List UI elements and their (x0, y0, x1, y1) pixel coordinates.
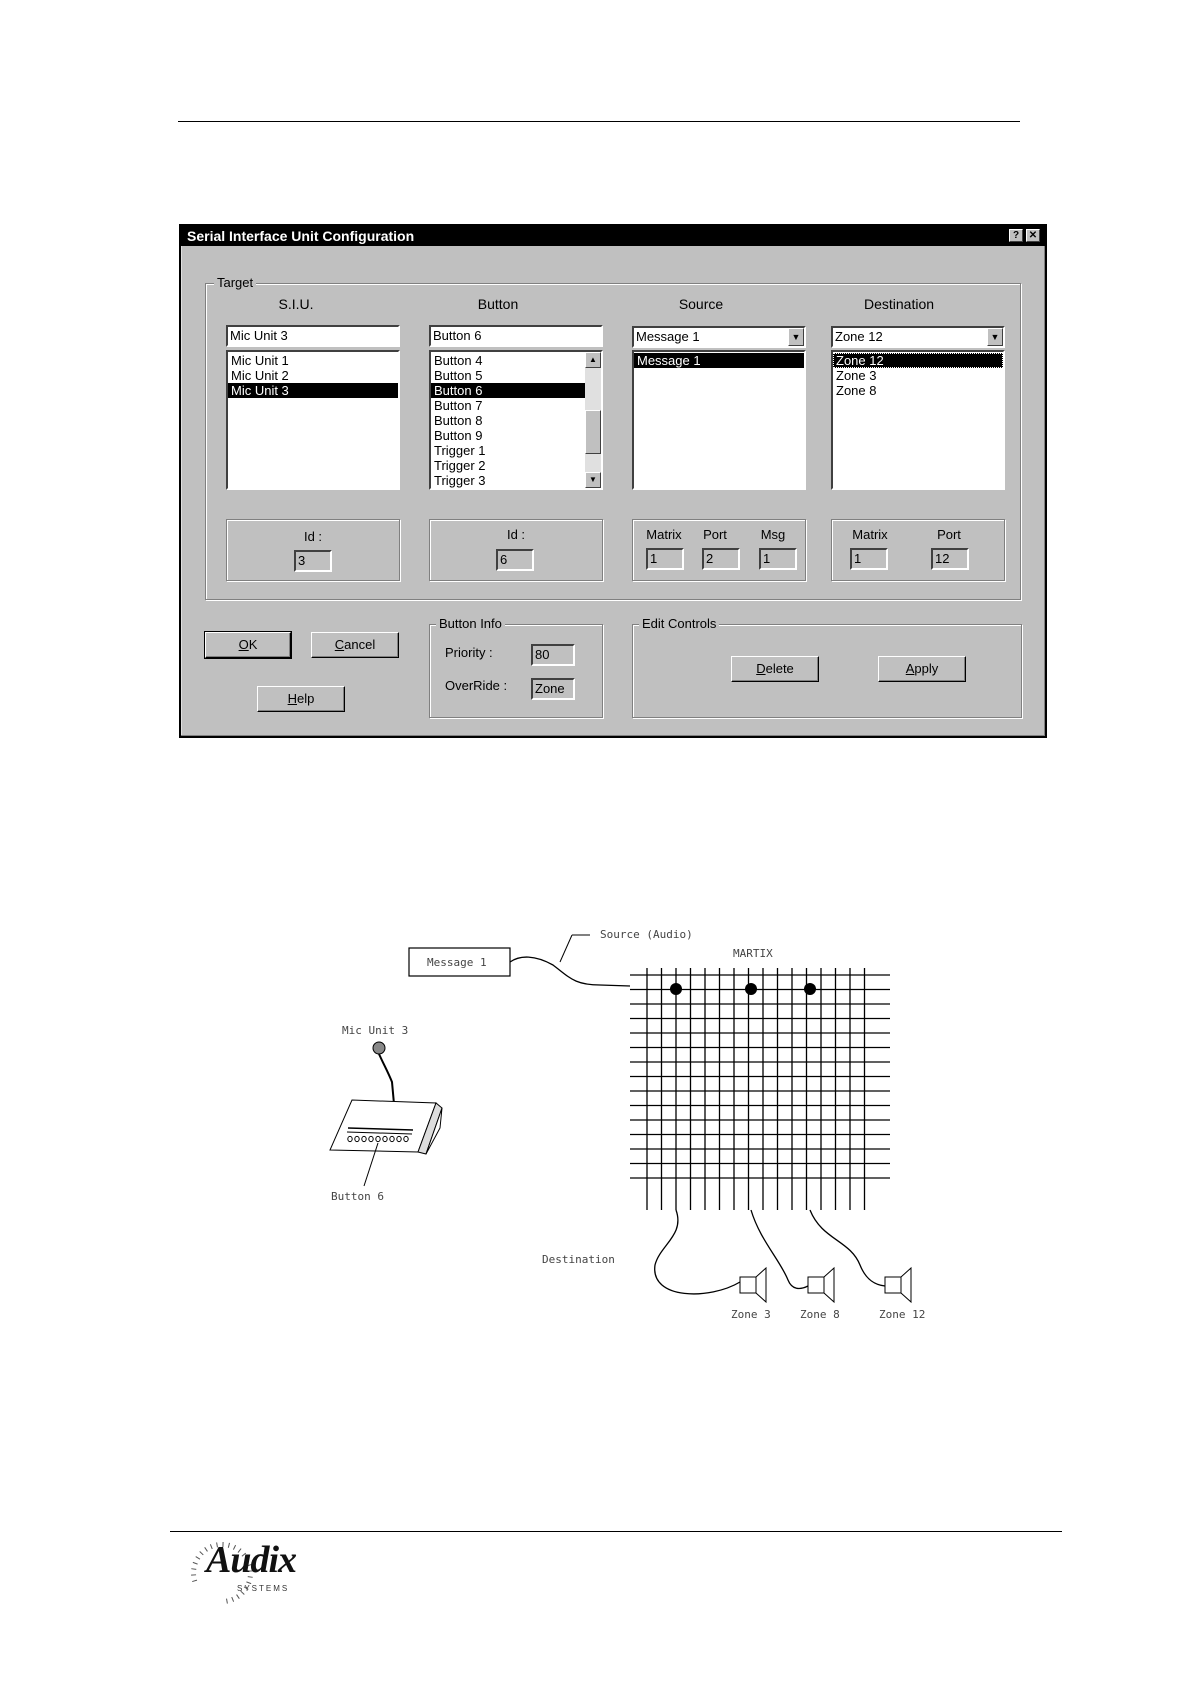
destination-heading: Destination (863, 296, 935, 312)
siu-input[interactable]: Mic Unit 3 (226, 325, 400, 347)
logo-ray (227, 1599, 228, 1604)
apply-button[interactable]: Apply (878, 656, 966, 682)
source-matrix-label: Matrix (646, 527, 682, 542)
logo-ray (192, 1580, 197, 1581)
button-list-item[interactable]: Button 5 (434, 368, 483, 383)
chevron-down-icon[interactable]: ▼ (788, 328, 804, 346)
button-id-field: 6 (496, 549, 534, 571)
zone-label: Zone 12 (879, 1308, 926, 1321)
siu-id-label: Id : (303, 529, 323, 544)
crosspoint-dot (745, 983, 757, 995)
logo-ray (232, 1597, 234, 1602)
destination-label: Destination (542, 1253, 615, 1266)
destination-matrix-field: 1 (850, 548, 888, 570)
zone-3-cable (655, 1210, 740, 1294)
source-cable (510, 957, 630, 986)
priority-label: Priority : (445, 645, 493, 660)
help-button[interactable]: Help (257, 686, 345, 712)
footer-rule (170, 1531, 1062, 1532)
siu-id-field: 3 (294, 550, 332, 572)
button-id-label: Id : (506, 527, 526, 542)
button-list-item[interactable]: Button 4 (434, 353, 483, 368)
console-key (383, 1136, 387, 1141)
logo-ray (191, 1569, 196, 1570)
button-list-item[interactable]: Trigger 2 (434, 458, 486, 473)
siu-list-item-selected[interactable]: Mic Unit 3 (228, 383, 398, 398)
destination-matrix-label: Matrix (852, 527, 888, 542)
microphone-console-icon (330, 1042, 442, 1154)
source-label: Source (Audio) (600, 928, 693, 941)
console-key (397, 1136, 401, 1141)
siu-list-item[interactable]: Mic Unit 1 (231, 353, 289, 368)
button-list-item-selected[interactable]: Button 6 (431, 383, 585, 398)
source-port-label: Port (703, 527, 727, 542)
logo-ray (200, 1551, 204, 1554)
button-info-label: Button Info (436, 616, 505, 632)
source-msg-label: Msg (760, 527, 786, 542)
close-icon[interactable]: ✕ (1026, 229, 1040, 242)
destination-list-item[interactable]: Zone 3 (836, 368, 877, 383)
matrix-grid (630, 968, 890, 1210)
source-heading: Source (678, 296, 724, 312)
source-port-field: 2 (702, 548, 740, 570)
button-list-item[interactable]: Trigger 3 (434, 473, 486, 488)
button-list-item[interactable]: Button 8 (434, 413, 483, 428)
help-question-icon[interactable]: ? (1009, 229, 1023, 242)
override-field: Zone (531, 678, 575, 700)
console-key (355, 1136, 359, 1141)
dialog-title: Serial Interface Unit Configuration (187, 228, 415, 244)
delete-button[interactable]: Delete (731, 656, 819, 682)
zone-label: Zone 8 (800, 1308, 840, 1321)
logo-ray (193, 1562, 198, 1564)
crosspoint-dot (670, 983, 682, 995)
siu-list-item[interactable]: Mic Unit 2 (231, 368, 289, 383)
source-msg-field: 1 (759, 548, 797, 570)
destination-port-field: 12 (931, 548, 969, 570)
siu-heading: S.I.U. (278, 296, 314, 312)
target-group-label: Target (214, 275, 256, 291)
chevron-down-icon[interactable]: ▼ (987, 328, 1003, 346)
button-input[interactable]: Button 6 (429, 325, 603, 347)
message-box-label: Message 1 (427, 956, 487, 969)
priority-field: 80 (531, 644, 575, 666)
console-key (362, 1136, 366, 1141)
destination-list-item-selected[interactable]: Zone 12 (833, 353, 1003, 368)
speaker-icon (740, 1268, 766, 1302)
source-combo-value: Message 1 (636, 329, 700, 344)
button-list-item[interactable]: Button 9 (434, 428, 483, 443)
zone-12-cable (810, 1210, 885, 1286)
logo-subtitle: SYSTEMS (237, 1584, 290, 1593)
console-key (348, 1136, 352, 1141)
zone-label: Zone 3 (731, 1308, 771, 1321)
logo-wordmark: Audix (206, 1539, 297, 1581)
speaker-icon (808, 1268, 834, 1302)
mic-unit-label: Mic Unit 3 (342, 1024, 409, 1037)
scroll-down-icon[interactable]: ▼ (585, 472, 601, 488)
crosspoint-dot (804, 983, 816, 995)
destination-list-item[interactable]: Zone 8 (836, 383, 877, 398)
source-leader (560, 935, 572, 962)
console-key (404, 1136, 408, 1141)
override-label: OverRide : (445, 678, 508, 693)
speaker-icon (885, 1268, 911, 1302)
console-key (390, 1136, 394, 1141)
button-list-item[interactable]: Trigger 1 (434, 443, 486, 458)
scroll-up-icon[interactable]: ▲ (585, 352, 601, 368)
logo-ray (237, 1595, 240, 1599)
destination-port-label: Port (937, 527, 961, 542)
console-key (369, 1136, 373, 1141)
logo-ray (196, 1557, 200, 1560)
cancel-button[interactable]: Cancel (311, 632, 399, 658)
destination-combo-value: Zone 12 (835, 329, 883, 344)
edit-controls-label: Edit Controls (639, 616, 719, 632)
source-list-item-selected[interactable]: Message 1 (634, 353, 804, 368)
button-list-item[interactable]: Button 7 (434, 398, 483, 413)
ok-button[interactable]: OK (205, 632, 291, 658)
button-6-label: Button 6 (331, 1190, 384, 1203)
source-matrix-field: 1 (646, 548, 684, 570)
button-heading: Button (477, 296, 519, 312)
matrix-label: MARTIX (733, 947, 773, 960)
console-key (376, 1136, 380, 1141)
